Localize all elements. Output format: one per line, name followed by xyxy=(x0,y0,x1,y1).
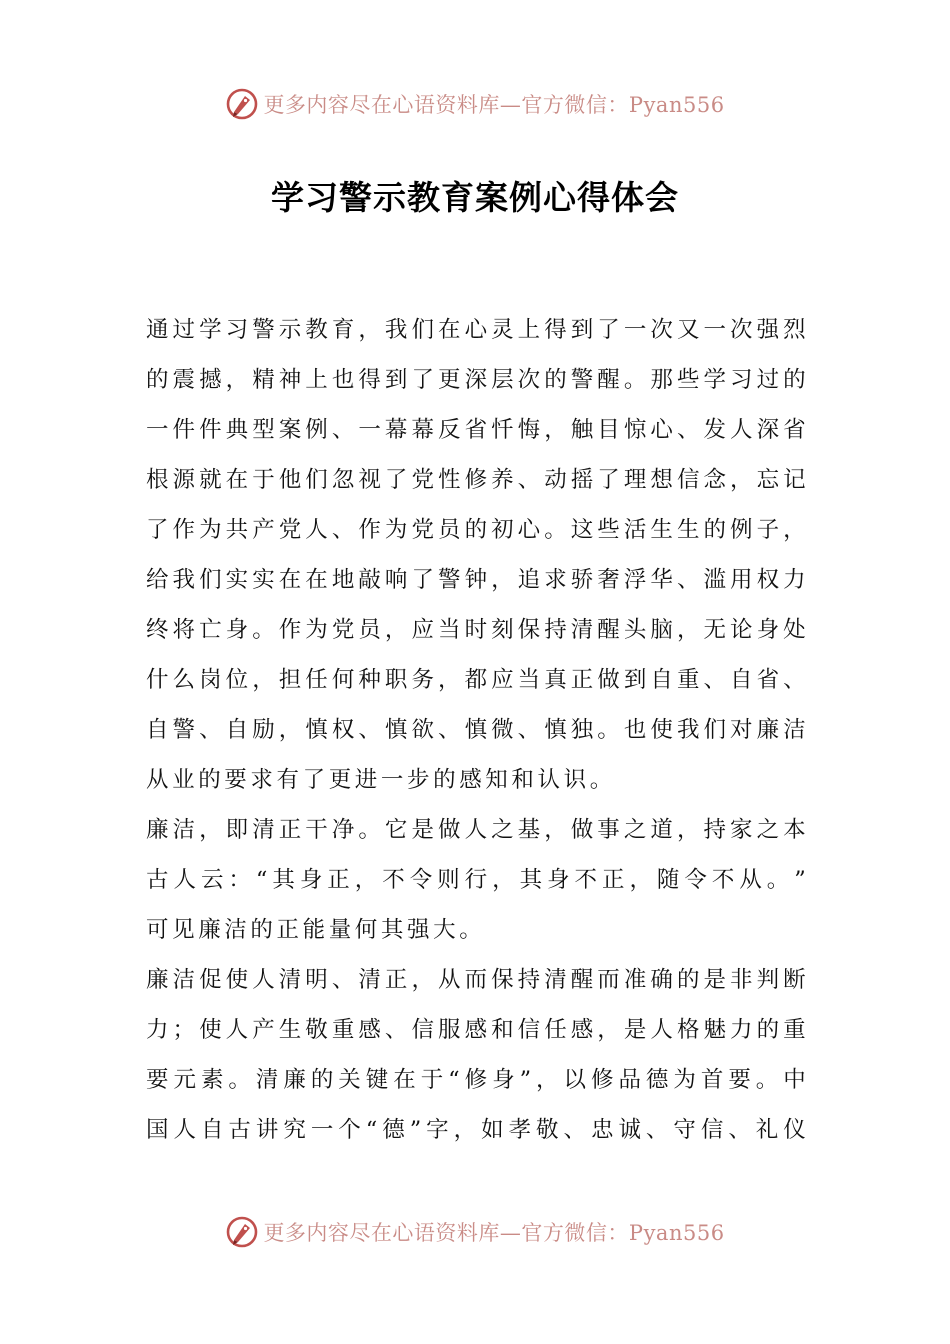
footer-watermark-banner xyxy=(0,1212,950,1252)
document-body xyxy=(146,305,806,1155)
header-watermark-banner xyxy=(0,84,950,124)
body-line: 终 将 亡 身 。 作 为 党 员 ， 应 当 时 刻 保 持 清 醒 头 脑 ， 无 论 身 处 xyxy=(146,617,806,643)
body-line: 从业的要求有了更进一步的感知和认识。 xyxy=(146,767,616,793)
watermark-text: 更多内容尽在心语资料库—官方微信：Pyan556 xyxy=(263,93,725,117)
document-title: 学习警示教育案例心得体会 xyxy=(271,178,679,217)
body-line: 给 我 们 实 实 在 在 地 敲 响 了 警 钟 ， 追 求 骄 奢 浮 华 、 滥 用 权 力 xyxy=(146,567,806,593)
body-line: 通 过 学 习 警 示 教 育 ， 我 们 在 心 灵 上 得 到 了 一 次 又 一 次 强 烈 xyxy=(146,317,806,343)
body-line: 国 人 自 古 讲 究 一 个 “ 德 ” 字 ， 如 孝 敬 、 忠 诚 、 守 信 、 礼 仪 xyxy=(146,1117,806,1143)
body-line: 廉 洁 促 使 人 清 明 、 清 正 ， 从 而 保 持 清 醒 而 准 确 的 是 非 判 断 xyxy=(146,967,806,993)
body-line: 一 件 件 典 型 案 例 、 一 幕 幕 反 省 忏 悔 ， 触 目 惊 心 、 发 人 深 省 xyxy=(146,417,806,443)
body-line: 了 作 为 共 产 党 人 、 作 为 党 员 的 初 心 。 这 些 活 生 生 的 例 子 ， xyxy=(146,517,806,543)
body-line: 的 震 撼 ， 精 神 上 也 得 到 了 更 深 层 次 的 警 醒 。 那 些 学 习 过 的 xyxy=(146,367,806,393)
body-line: 可见廉洁的正能量何其强大。 xyxy=(146,917,486,943)
pen-nib-circle-icon xyxy=(225,1215,259,1249)
watermark-text: 更多内容尽在心语资料库—官方微信：Pyan556 xyxy=(263,1221,725,1245)
body-line: 要 元 素 。 清 廉 的 关 键 在 于 “ 修 身 ” ， 以 修 品 德 为 首 要 。 中 xyxy=(146,1067,806,1093)
body-line: 根 源 就 在 于 他 们 忽 视 了 党 性 修 养 、 动 摇 了 理 想 信 念 ， 忘 记 xyxy=(146,467,806,493)
pen-nib-circle-icon xyxy=(225,87,259,121)
body-line: 古 人 云 ： “ 其 身 正 ， 不 令 则 行 ， 其 身 不 正 ， 随 令 不 从 。 ” xyxy=(146,867,806,893)
body-line: 力 ； 使 人 产 生 敬 重 感 、 信 服 感 和 信 任 感 ， 是 人 格 魅 力 的 重 xyxy=(146,1017,806,1043)
body-line: 自 警 、 自 励 ， 慎 权 、 慎 欲 、 慎 微 、 慎 独 。 也 使 我 们 对 廉 洁 xyxy=(146,717,806,743)
body-line: 什 么 岗 位 ， 担 任 何 种 职 务 ， 都 应 当 真 正 做 到 自 重 、 自 省 、 xyxy=(146,667,806,693)
body-line: 廉 洁 ， 即 清 正 干 净 。 它 是 做 人 之 基 ， 做 事 之 道 ， 持 家 之 本 xyxy=(146,817,806,843)
